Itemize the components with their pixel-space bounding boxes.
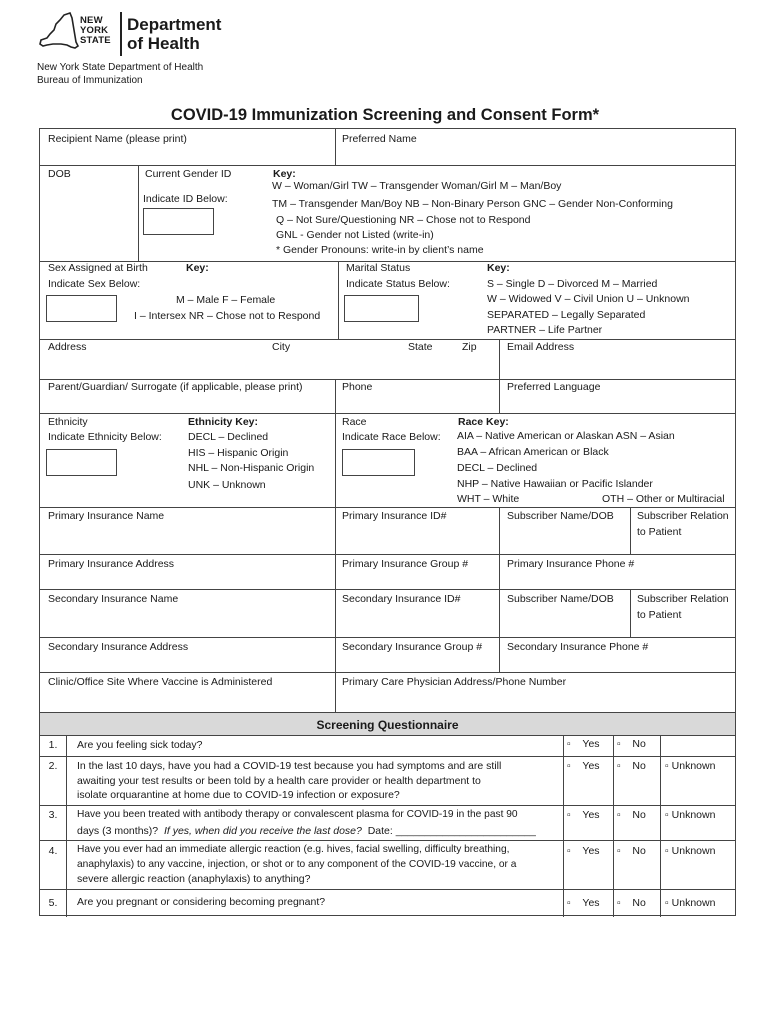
primary-insurance-phone-label: Primary Insurance Phone # (507, 558, 635, 570)
race-label: Race (342, 416, 367, 428)
no-checkbox[interactable]: ▫ No (617, 809, 646, 821)
ethnicity-key-line: DECL – Declined (188, 431, 269, 443)
question-text: Have you ever had an immediate allergic reaction (e.g. hives, facial swelling, difficulty breathing, (77, 844, 510, 855)
question-text: severe allergic reaction (anaphylaxis) to anything? (77, 873, 311, 885)
pcp-label: Primary Care Physician Address/Phone Number (342, 676, 567, 688)
divider (335, 413, 336, 507)
indicate-id-label: Indicate ID Below: (143, 193, 228, 205)
address-label: Address (48, 341, 87, 353)
secondary-insurance-group-label: Secondary Insurance Group # (342, 641, 483, 653)
question-number: 2. (48, 760, 58, 772)
question-text: In the last 10 days, have you had a COVID-19 test because you had symptoms and are still (77, 760, 502, 772)
divider (40, 756, 735, 757)
divider (338, 261, 339, 339)
divider (499, 507, 500, 554)
marital-key-label: Key: (487, 262, 510, 274)
indicate-status-label: Indicate Status Below: (346, 278, 450, 290)
secondary-insurance-address-label: Secondary Insurance Address (48, 641, 189, 653)
divider (630, 589, 631, 637)
divider (335, 672, 336, 712)
marital-status-label: Marital Status (346, 262, 411, 274)
preferred-name-label: Preferred Name (342, 133, 417, 145)
yes-checkbox[interactable]: ▫ Yes (567, 760, 600, 772)
sex-key-line: I – Intersex NR – Chose not to Respond (134, 310, 321, 322)
question-number: 4. (48, 845, 58, 857)
race-key-line: WHT – White (457, 493, 520, 505)
form-title: COVID-19 Immunization Screening and Consent Form* (170, 106, 600, 124)
divider (40, 554, 735, 555)
marital-key-line: PARTNER – Life Partner (487, 324, 603, 336)
primary-insurance-group-label: Primary Insurance Group # (342, 558, 469, 570)
ethnicity-label: Ethnicity (48, 416, 88, 428)
divider (40, 379, 735, 380)
yes-checkbox[interactable]: ▫ Yes (567, 809, 600, 821)
secondary-insurance-id-label: Secondary Insurance ID# (342, 593, 461, 605)
recipient-name-label: Recipient Name (please print) (48, 133, 187, 145)
gender-key-line: GNL - Gender not Listed (write-in) (276, 229, 434, 241)
primary-insurance-id-label: Primary Insurance ID# (342, 510, 447, 522)
divider (40, 637, 735, 638)
race-input[interactable] (342, 449, 415, 476)
question-number: 5. (48, 897, 58, 909)
race-key-line: DECL – Declined (457, 462, 538, 474)
doh-wordmark: Department of Health (127, 15, 222, 53)
indicate-race-label: Indicate Race Below: (342, 431, 441, 443)
current-gender-label: Current Gender ID (145, 168, 232, 180)
nys-wordmark: NEW YORK STATE (80, 15, 111, 46)
divider (335, 129, 336, 165)
divider (40, 413, 735, 414)
email-label: Email Address (507, 341, 575, 353)
marital-key-line: W – Widowed V – Civil Union U – Unknown (487, 293, 690, 305)
ethnicity-key-label: Ethnicity Key: (188, 416, 259, 428)
ethnicity-input[interactable] (46, 449, 117, 476)
question-text: isolate orquarantine at home due to COVID-19 infection or exposure? (77, 789, 400, 801)
marital-key-line: S – Single D – Divorced M – Married (487, 278, 658, 290)
race-key-line: AIA – Native American or Alaskan ASN – Asian (457, 430, 675, 442)
no-checkbox[interactable]: ▫ No (617, 845, 646, 857)
divider (40, 889, 735, 890)
unknown-checkbox[interactable]: ▫ Unknown (665, 845, 716, 857)
divider (138, 165, 139, 261)
marital-status-input[interactable] (344, 295, 419, 322)
sex-assigned-label: Sex Assigned at Birth (48, 262, 148, 274)
preferred-language-label: Preferred Language (507, 381, 601, 393)
nys-doh-logo (37, 10, 237, 62)
unknown-checkbox[interactable]: ▫ Unknown (665, 809, 716, 821)
city-label: City (272, 341, 291, 353)
subscriber-name-dob-label: Subscriber Name/DOB (507, 593, 614, 605)
secondary-insurance-name-label: Secondary Insurance Name (48, 593, 179, 605)
ethnicity-key-line: HIS – Hispanic Origin (188, 447, 289, 459)
yes-checkbox[interactable]: ▫ Yes (567, 845, 600, 857)
divider (499, 554, 500, 589)
clinic-site-label: Clinic/Office Site Where Vaccine is Administered (48, 676, 273, 688)
no-checkbox[interactable]: ▫ No (617, 760, 646, 772)
divider (630, 507, 631, 554)
screening-header (40, 712, 735, 736)
logo-divider (120, 12, 122, 56)
consent-form (39, 128, 736, 916)
gender-key-line: W – Woman/Girl TW – Transgender Woman/Girl M – Man/Boy (272, 180, 562, 192)
divider (335, 379, 336, 413)
guardian-label: Parent/Guardian/ Surrogate (if applicable, please print) (48, 381, 303, 393)
question-text: days (3 months)? If yes, when did you receive the last dose? Date: ________________________ (77, 825, 536, 837)
divider (499, 339, 500, 379)
subscriber-relation-label: Subscriber Relation (637, 593, 729, 605)
primary-insurance-name-label: Primary Insurance Name (48, 510, 165, 522)
divider (40, 805, 735, 806)
indicate-sex-label: Indicate Sex Below: (48, 278, 141, 290)
state-label: State (408, 341, 433, 353)
divider (40, 672, 735, 673)
yes-checkbox[interactable]: ▫ Yes (567, 738, 600, 750)
gender-key-label: Key: (273, 168, 296, 180)
ethnicity-key-line: UNK – Unknown (188, 479, 266, 491)
yes-checkbox[interactable]: ▫ Yes (567, 897, 600, 909)
phone-label: Phone (342, 381, 373, 393)
race-key-line: NHP – Native Hawaiian or Pacific Islander (457, 478, 653, 490)
question-text: Are you feeling sick today? (77, 739, 203, 751)
ethnicity-key-line: NHL – Non-Hispanic Origin (188, 462, 315, 474)
race-key-line: BAA – African American or Black (457, 446, 609, 458)
gender-key-line: * Gender Pronouns: write-in by client’s name (276, 244, 484, 256)
unknown-checkbox[interactable]: ▫ Unknown (665, 760, 716, 772)
marital-key-line: SEPARATED – Legally Separated (487, 309, 646, 321)
question-text: Have you been treated with antibody therapy or convalescent plasma for COVID-19 in the past 90 (77, 809, 518, 820)
divider (335, 589, 336, 637)
question-number: 3. (48, 809, 58, 821)
no-checkbox[interactable]: ▫ No (617, 897, 646, 909)
divider (499, 637, 500, 672)
divider (499, 589, 500, 637)
question-text: awaiting your test results or been told by a health care provider or health department to (77, 775, 481, 787)
unknown-checkbox[interactable]: ▫ Unknown (665, 897, 716, 909)
gender-key-line: Q – Not Sure/Questioning NR – Chose not to Respond (276, 214, 531, 226)
new-york-state-outline-icon (37, 10, 81, 56)
gender-id-input[interactable] (143, 208, 214, 235)
subscriber-relation-label: to Patient (637, 526, 682, 538)
question-text: anaphylaxis) to any vaccine, injection, or shot or to any component of the COVID-19 vaccine, or a (77, 859, 517, 870)
sex-key-label: Key: (186, 262, 209, 274)
subscriber-relation-label: Subscriber Relation (637, 510, 729, 522)
subscriber-relation-label: to Patient (637, 609, 682, 621)
race-key-label: Race Key: (458, 416, 509, 428)
no-checkbox[interactable]: ▫ No (617, 738, 646, 750)
sex-input[interactable] (46, 295, 117, 322)
race-key-line: OTH – Other or Multiracial (602, 493, 725, 505)
divider (40, 840, 735, 841)
indicate-ethnicity-label: Indicate Ethnicity Below: (48, 431, 162, 443)
sex-key-line: M – Male F – Female (176, 294, 276, 306)
secondary-insurance-phone-label: Secondary Insurance Phone # (507, 641, 649, 653)
dob-label: DOB (48, 168, 71, 180)
question-text: Are you pregnant or considering becoming pregnant? (77, 896, 326, 908)
zip-label: Zip (462, 341, 477, 353)
divider (335, 507, 336, 554)
primary-insurance-address-label: Primary Insurance Address (48, 558, 175, 570)
agency-name: New York State Department of Health Bureau of Immunization (37, 62, 204, 86)
divider (335, 554, 336, 589)
screening-heading: Screening Questionnaire (316, 718, 459, 732)
subscriber-name-dob-label: Subscriber Name/DOB (507, 510, 614, 522)
divider (40, 339, 735, 340)
question-number: 1. (48, 739, 58, 751)
divider (40, 165, 735, 166)
divider (335, 637, 336, 672)
divider (499, 379, 500, 413)
gender-key-line: TM – Transgender Man/Boy NB – Non-Binary Person GNC – Gender Non-Conforming (272, 198, 673, 210)
